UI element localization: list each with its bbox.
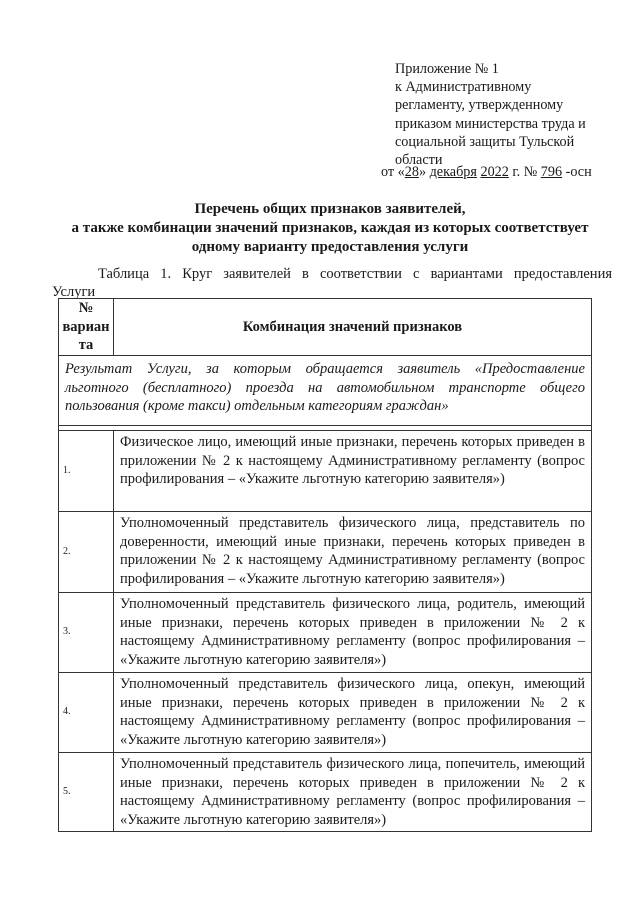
order-year: 2022 (480, 164, 509, 180)
table-row (59, 673, 592, 753)
approval-line-5: социальной защиты Тульской (395, 133, 575, 150)
approval-line-2: к Административному (395, 79, 532, 96)
order-month: декабря (429, 164, 477, 180)
variant-text: Уполномоченный представитель физического лица, опекун, имеющий иные признаки, перечень которых приведен в приложении № 2 к настоящему Административному регламенту (вопрос профилирования – «Укажите льготную категорию заявителя») (114, 673, 592, 753)
approval-block (381, 60, 615, 180)
document-title (40, 200, 620, 257)
approval-line-1: Приложение № 1 (395, 61, 499, 77)
table-row (59, 431, 592, 512)
number-suffix: -осн (562, 164, 592, 180)
table-row (59, 753, 592, 832)
order-date-line (381, 163, 592, 181)
date-prefix: от « (381, 164, 405, 180)
table-caption-continued: Услуги (52, 284, 96, 300)
year-suffix: г. № (508, 164, 541, 180)
table-row (59, 593, 592, 673)
variant-number: 5. (59, 753, 114, 832)
table-row (59, 512, 592, 593)
title-line-1: Перечень общих признаков заявителей, (194, 201, 466, 217)
order-day: 28 (404, 164, 419, 180)
variant-text: Уполномоченный представитель физического лица, представитель по доверенности, имеющий иные признаки, перечень которых приведен в приложении № 2 к настоящему Административному регламенту (вопрос профилирования – «Укажите льготную категорию заявителя») (114, 512, 592, 593)
variant-text: Уполномоченный представитель физического лица, родитель, имеющий иные признаки, перечень которых приведен в приложении № 2 к настоящему Административному регламенту (вопрос профилирования – «Укажите льготную категорию заявителя») (114, 593, 592, 673)
variant-number: 3. (59, 593, 114, 673)
approval-line-6: области (395, 152, 443, 169)
header-combination: Комбинация значений признаков (114, 299, 592, 356)
variant-number: 1. (59, 431, 114, 512)
approval-line-4: приказом министерства труда и (395, 115, 586, 132)
result-text: Результат Услуги, за которым обращается заявитель «Предоставление льготного (бесплатного) проезда на автомобильном транспорте общего пользования (кроме такси) отдельным категориям граждан» (65, 361, 585, 414)
variant-text: Уполномоченный представитель физического лица, попечитель, имеющий иные признаки, перечень которых приведен в приложении № 2 к настоящему Административному регламенту (вопрос профилирования – «Укажите льготную категорию заявителя») (114, 753, 592, 832)
result-row (59, 356, 592, 426)
variant-text: Физическое лицо, имеющий иные признаки, перечень которых приведен в приложении № 2 к настоящему Административному регламенту (вопрос профилирования – «Укажите льготную категорию заявителя») (114, 431, 592, 512)
title-line-3: одному варианту предоставления услуги (191, 239, 469, 255)
table-header-row (59, 299, 592, 356)
variant-number: 4. (59, 673, 114, 753)
applicants-table (58, 298, 592, 832)
variant-number: 2. (59, 512, 114, 593)
title-line-2: а также комбинации значений признаков, каждая из которых соответствует (71, 220, 589, 236)
date-mid: » (418, 164, 430, 180)
header-variant-number: № вариан та (59, 299, 114, 356)
order-number: 796 (540, 164, 563, 180)
approval-line-3: регламенту, утвержденному (395, 97, 564, 114)
table-caption: Таблица 1. Круг заявителей в соответствии с вариантами предоставления (98, 266, 612, 282)
result-cell (59, 356, 592, 426)
